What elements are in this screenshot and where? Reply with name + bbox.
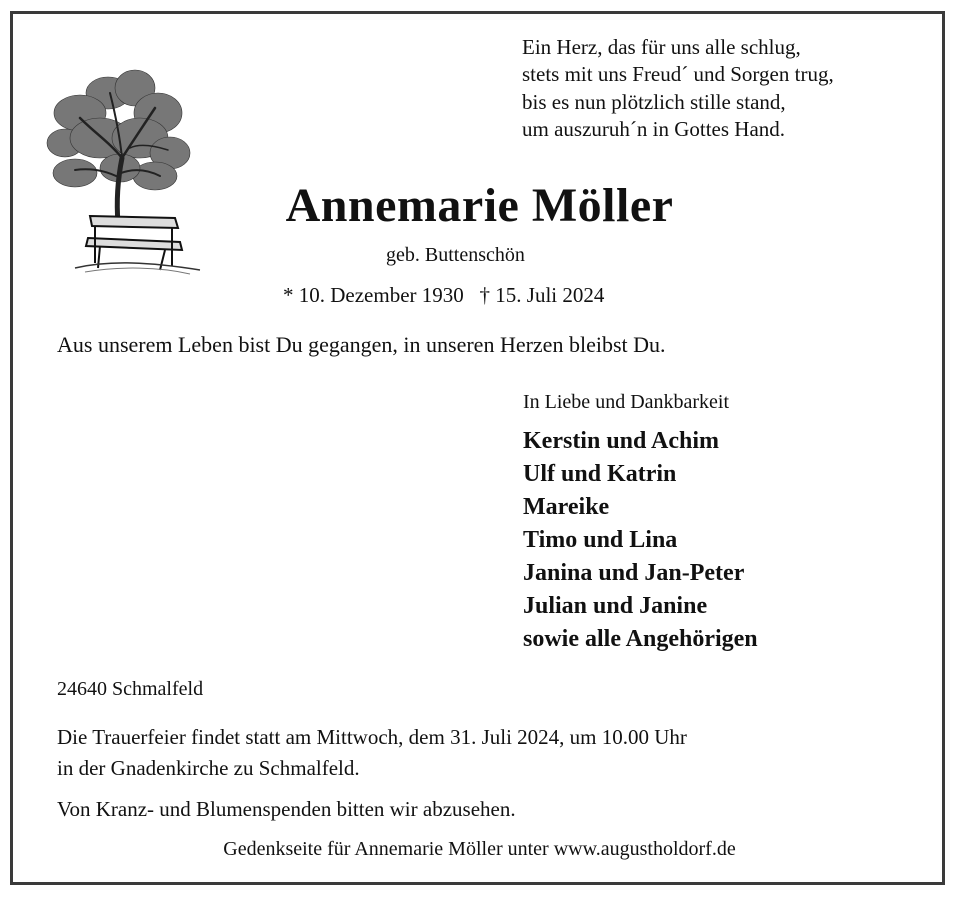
mourner-entry: Julian und Janine [523,593,708,619]
memorial-quote: Aus unserem Leben bist Du gegangen, in unseren Herzen bleibst Du. [57,332,666,357]
poem-line: bis es nun plötzlich stille stand, [522,89,786,114]
tree-with-bench-icon [40,58,210,278]
mourner-entry: Janina und Jan-Peter [523,560,745,586]
service-line: Die Trauerfeier findet statt am Mittwoch, dem 31. Juli 2024, um 10.00 Uhr [57,725,687,749]
mourner-entry: Mareike [523,494,610,520]
mourner-entry: Timo und Lina [523,527,678,553]
poem-line: Ein Herz, das für uns alle schlug, [522,35,801,59]
poem-line: stets mit uns Freud´ und Sorgen trug, [522,62,834,87]
mourner-entry: Ulf und Katrin [523,461,677,487]
mourner-entry: Kerstin und Achim [523,428,720,454]
service-line: in der Gnadenkirche zu Schmalfeld. [57,756,360,780]
maiden-name: geb. Buttenschön [386,244,525,266]
flowers-note: Von Kranz- und Blumenspenden bitten wir abzusehen. [57,797,516,821]
mourners-list [523,425,758,656]
memorial-page-link: Gedenkseite für Annemarie Möller unter www.augustholdorf.de [223,838,736,860]
poem [522,34,834,143]
place: 24640 Schmalfeld [57,678,204,700]
life-dates: * 10. Dezember 1930 † 15. Juli 2024 [283,283,605,307]
service-info [57,722,687,784]
deceased-name: Annemarie Möller [285,179,674,232]
mourner-entry: sowie alle Angehörigen [523,626,758,652]
poem-line: um auszuruh´n in Gottes Hand. [522,116,786,141]
greeting: In Liebe und Dankbarkeit [523,391,730,413]
